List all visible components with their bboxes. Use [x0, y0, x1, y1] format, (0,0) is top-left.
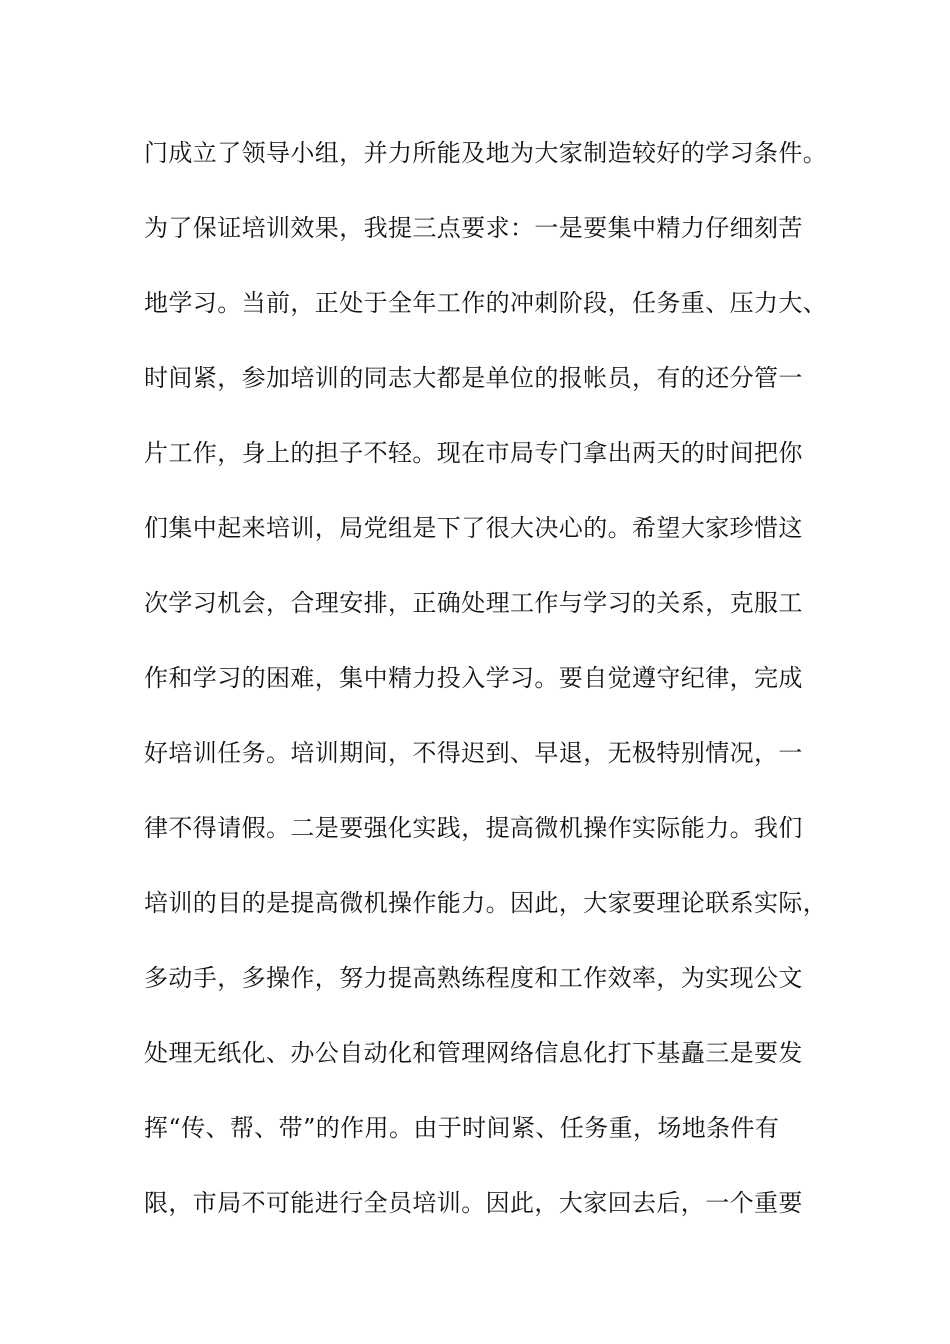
text-line: 为了保证培训效果，我提三点要求：一是要集中精力仔细刻苦: [144, 214, 803, 242]
text-line: 培训的目的是提高微机操作能力。因此，大家要理论联系实际，: [144, 889, 828, 917]
text-line: 作和学习的困难，集中精力投入学习。要自觉遵守纪律，完成: [144, 664, 803, 692]
text-line: 次学习机会，合理安排，正确处理工作与学习的关系，克服工: [144, 589, 803, 617]
text-line: 时间紧，参加培训的同志大都是单位的报帐员，有的还分管一: [144, 364, 803, 392]
body-text: [144, 131, 844, 1256]
text-line: 挥“传、帮、带”的作用。由于时间紧、任务重，场地条件有: [144, 1114, 780, 1142]
text-line: 处理无纸化、办公自动化和管理网络信息化打下基矗三是要发: [144, 1039, 803, 1067]
text-line: 门成立了领导小组，并力所能及地为大家制造较好的学习条件。: [144, 139, 828, 167]
text-line: 限，市局不可能进行全员培训。因此，大家回去后，一个重要: [144, 1189, 803, 1217]
text-line: 多动手，多操作，努力提高熟练程度和工作效率，为实现公文: [144, 964, 803, 992]
text-line: 地学习。当前，正处于全年工作的冲刺阶段，任务重、压力大、: [144, 289, 828, 317]
text-line: 好培训任务。培训期间，不得迟到、早退，无极特别情况，一: [144, 739, 803, 767]
text-line: 律不得请假。二是要强化实践，提高微机操作实际能力。我们: [144, 814, 803, 842]
text-line: 片工作，身上的担子不轻。现在市局专门拿出两天的时间把你: [144, 439, 803, 467]
text-line: 们集中起来培训，局党组是下了很大决心的。希望大家珍惜这: [144, 514, 803, 542]
